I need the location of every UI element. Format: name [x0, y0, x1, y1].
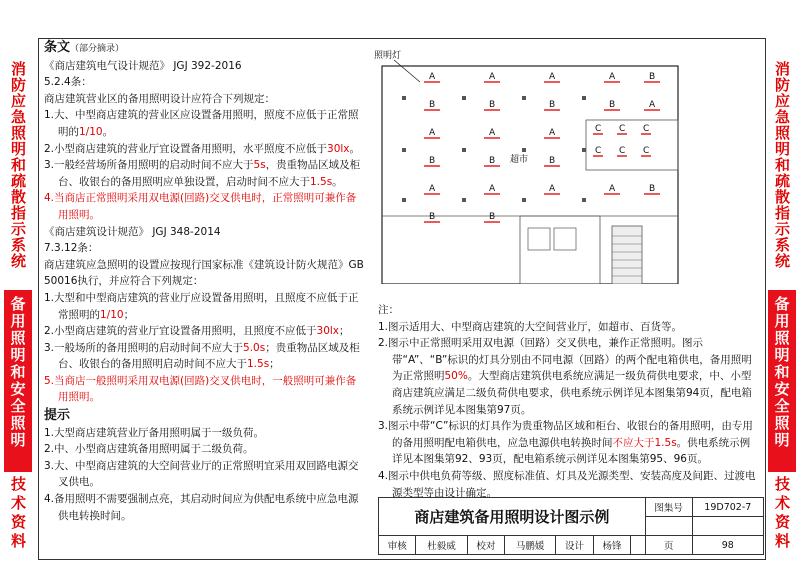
clauses-heading: 条文（部分摘录） — [44, 40, 125, 55]
fixture-label-b: B — [489, 100, 496, 110]
tip-item: 3.大、中型商店建筑的大空间营业厅的正常照明宜采用双回路电源交叉供电。 — [44, 459, 359, 489]
page-number: 98 — [692, 536, 763, 555]
lighting-fixtures — [424, 72, 660, 222]
standard-2-item: 2.小型商店建筑的营业厅宜设置备用照明，且照度不应低于30lx； — [44, 325, 350, 338]
standard-1-item: 1.大、中型商店建筑的营业区应设置备用照明，照度不应低于正常照明的1/10。 — [44, 109, 359, 138]
design-label: 设计 — [556, 536, 593, 555]
fixture-label-b: B — [489, 212, 496, 222]
fixture-label-b: B — [429, 156, 436, 166]
sidebar-section-fire-emergency: 消防应急照明和疏散指示系统 — [9, 61, 27, 269]
standard-1-clause: 5.2.4条： — [44, 76, 92, 89]
sidebar-section-fire-emergency: 消防应急照明和疏散指示系统 — [773, 61, 791, 269]
fixture-label-a: A — [649, 100, 656, 110]
sidebar-section-standby-active: 备用照明和安全照明 — [4, 290, 32, 472]
fixture-label-a: A — [609, 184, 616, 194]
fixture-label-a: A — [429, 184, 436, 194]
fixture-label-a: A — [609, 72, 616, 82]
review-name: 杜毅威 — [416, 536, 467, 555]
fixture-label-c: C — [595, 146, 602, 156]
standard-2-intro: 商店建筑应急照明的设置应按现行国家标准《建筑设计防火规范》GB 50016执行，并应符合下列规定： — [44, 258, 364, 288]
sidebar-section-tech: 技术资料 — [9, 476, 27, 552]
plan-stairs — [612, 226, 642, 284]
fixture-label-a: A — [429, 72, 436, 82]
plan-shaft — [554, 228, 576, 250]
fixture-label-b: B — [649, 72, 656, 82]
fixture-label-a: A — [489, 72, 496, 82]
notes-column — [378, 302, 756, 501]
fixture-label-a: A — [549, 184, 556, 194]
floor-plan — [372, 48, 684, 284]
clauses-column — [44, 40, 364, 524]
standard-1-item: 2.小型商店建筑的营业厅宜设置备用照明，水平照度不应低于30lx。 — [44, 142, 361, 155]
standard-1-intro: 商店建筑营业区的备用照明设计应符合下列规定： — [44, 92, 275, 105]
note-item: 3.图示中带“C”标识的灯具作为贵重物品区域和柜台、收银台的备用照明，由专用的备用照明配电箱供电，应急电源供电转换时间不应大于1.5s。供电系统示例详见本图集第92、93页，配电箱系统示例详见本图集第95、96页。 — [378, 420, 753, 466]
fixture-label-a: A — [489, 184, 496, 194]
fixture-label-b: B — [489, 156, 496, 166]
fixture-label-a: A — [429, 128, 436, 138]
callout-label: 照明灯 — [374, 51, 402, 61]
signature — [631, 536, 646, 555]
tip-item: 1.大型商店建筑营业厅备用照明属于一级负荷。 — [44, 426, 265, 439]
fixture-label-a: A — [489, 128, 496, 138]
page-label: 页 — [645, 536, 692, 555]
notes-heading: 注： — [378, 304, 399, 316]
standard-2-item: 5.当商店一般照明采用双电源(回路)交叉供电时，一般照明可兼作备用照明。 — [44, 374, 357, 404]
tips-heading: 提示 — [44, 408, 71, 424]
standard-2-clause: 7.3.12条： — [44, 242, 99, 255]
standard-2-name: 《商店建筑设计规范》 JGJ 348-2014 — [44, 225, 221, 238]
fixture-label-b: B — [549, 100, 556, 110]
tip-item: 4.备用照明不需要强制点亮，其启动时间应为供配电系统中应急电源供电转换时间。 — [44, 493, 359, 522]
drawing-title: 商店建筑备用照明设计图示例 — [379, 498, 646, 536]
design-name: 杨锋 — [593, 536, 630, 555]
tip-item: 2.中、小型商店建筑备用照明属于二级负荷。 — [44, 443, 254, 456]
standard-1-item: 4.当商店正常照明采用双电源(回路)交叉供电时，正常照明可兼作备用照明。 — [44, 192, 357, 221]
fixture-label-c: C — [643, 146, 650, 156]
fixture-label-c: C — [643, 124, 650, 134]
standard-1-item: 3.一般经营场所备用照明的启动时间不应大于5s，贵重物品区域及柜台、收银台的备用照明应单独设置，启动时间不应大于1.5s。 — [44, 159, 361, 188]
fixture-label-b: B — [649, 184, 656, 194]
plan-shaft — [528, 228, 550, 250]
note-item: 4.图示中供电负荷等级、照度标准值、灯具及光源类型、安装高度及间距、过渡电源类型等由设计确定。 — [378, 469, 756, 499]
fixture-label-c: C — [619, 124, 626, 134]
note-item: 2.图示中正常照明采用双电源（回路）交叉供电，兼作正常照明。图示带“A”、“B”标识的灯具分别由不同电源（回路）的两个配电箱供电，备用照明为正常照明50%。大型商店建筑供电系统应满足一级负荷供电要求，中、小型商店建筑应满足二级负荷供电要求，供电系统示例详见本图集第94页，配电箱系统示例详见本图集第97页。 — [378, 337, 752, 416]
right-sidebar — [768, 40, 796, 290]
review-label: 审核 — [379, 536, 416, 555]
fixture-label-c: C — [619, 146, 626, 156]
atlas-label: 图集号 — [645, 498, 692, 517]
fixture-label-b: B — [429, 212, 436, 222]
fixture-label-c: C — [595, 124, 602, 134]
note-item: 1.图示适用大、中型商店建筑的大空间营业厅，如超市、百货等。 — [378, 320, 683, 333]
room-label: 超市 — [510, 155, 529, 165]
sidebar-section-standby-active: 备用照明和安全照明 — [768, 290, 796, 472]
fixture-label-b: B — [429, 100, 436, 110]
sidebar-section-tech: 技术资料 — [773, 476, 791, 552]
fixture-label-b: B — [549, 156, 556, 166]
check-label: 校对 — [467, 536, 504, 555]
standard-2-item: 1.大型和中型商店建筑的营业厅应设置备用照明，且照度不应低于正常照明的1/10； — [44, 291, 359, 321]
fixture-label-a: A — [549, 128, 556, 138]
fixture-label-a: A — [549, 72, 556, 82]
atlas-number: 19D702-7 — [692, 498, 763, 517]
title-block — [378, 497, 764, 558]
fixture-label-b: B — [609, 100, 616, 110]
callout-leader — [394, 60, 420, 82]
standard-2-item: 3.一般场所的备用照明的启动时间不应大于5.0s；贵重物品区域及柜台、收银台的备用照明启动时间不应大于1.5s； — [44, 341, 360, 371]
check-name: 马鹏媛 — [505, 536, 556, 555]
standard-1-name: 《商店建筑电气设计规范》 JGJ 392-2016 — [44, 59, 242, 72]
left-sidebar — [4, 40, 32, 290]
